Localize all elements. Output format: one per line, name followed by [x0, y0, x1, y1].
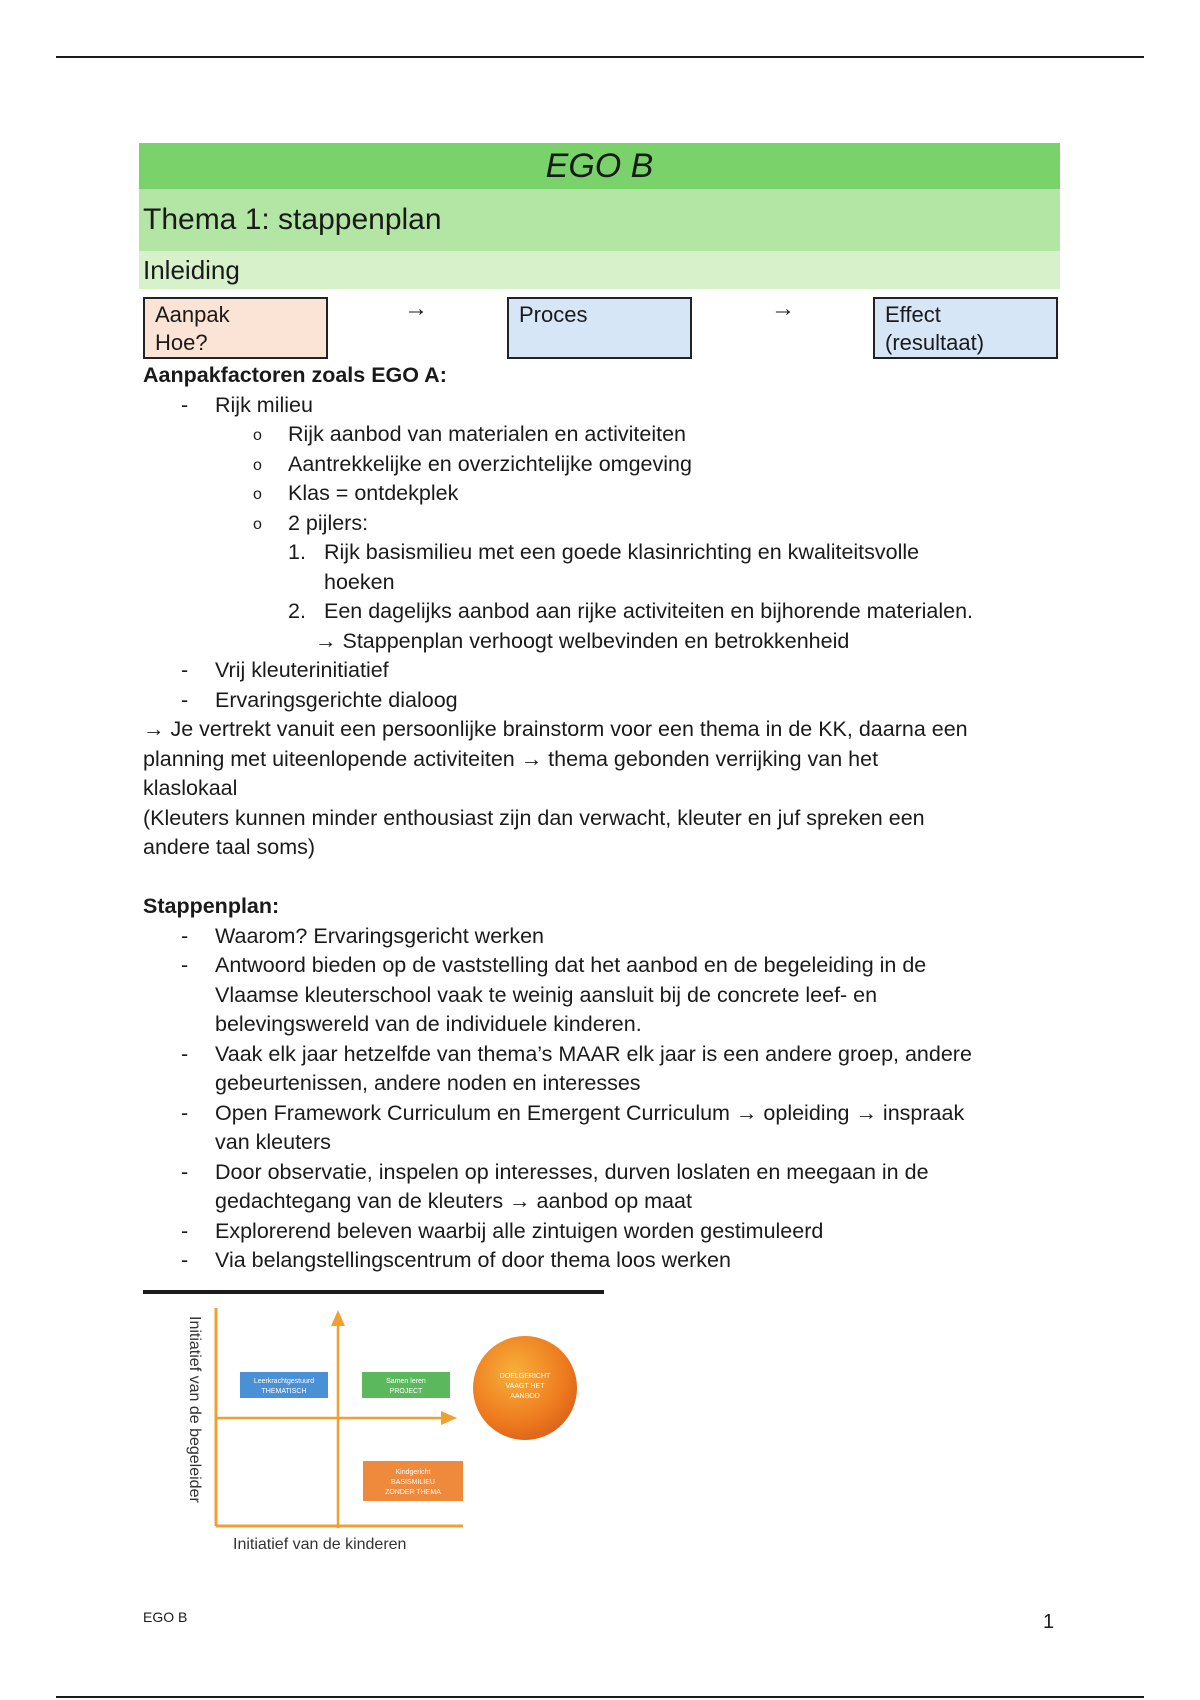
section-heading: Inleiding: [139, 251, 1060, 289]
flow-box-proces: [507, 297, 692, 359]
flow-box-aanpak-line1: Aanpak: [155, 302, 230, 327]
figure-top-rule: [143, 1290, 604, 1294]
dash-bullet: -: [181, 953, 189, 977]
quadrant-box-basismilieu-line3: ZONDER THEMA: [385, 1489, 441, 1496]
flow-box-aanpak-line2: Hoe?: [155, 330, 208, 355]
list-number: 1.: [288, 540, 306, 564]
blank-line: [143, 863, 1043, 893]
list-item-continuation: Vlaamse kleuterschool vaak te weinig aansluit bij de concrete leef- en: [215, 982, 878, 1007]
doelgericht-line2: VAAGT HET: [505, 1383, 545, 1390]
numbered-item: 1. Rijk basismilieu met een goede klasinrichting en kwaliteitsvolle: [143, 538, 1043, 568]
list-item-continuation: gedachtegang van de kleuters → aanbod op maat: [215, 1189, 692, 1213]
quadrant-box-basismilieu-line2: BASISMILIEU: [391, 1479, 435, 1486]
circle-bullet-icon: o: [253, 486, 262, 503]
circle-bullet-icon: o: [253, 456, 262, 474]
paragraph-line: planning met uiteenlopende activiteiten → thema gebonden verrijking van het: [143, 746, 879, 771]
list-item: - Waarom? Ervaringsgericht werken: [143, 922, 1043, 952]
list-item: - Via belangstellingscentrum of door thema loos werken: [143, 1246, 1043, 1276]
dash-bullet: -: [181, 658, 189, 682]
list-item: o Klas = ontdekplek: [143, 479, 1043, 509]
list-item: o Aantrekkelijke en overzichtelijke omgeving: [143, 450, 1043, 480]
top-rule: [56, 56, 1144, 58]
flow-box-effect-line2: (resultaat): [885, 330, 985, 355]
up-arrow-icon: [331, 1310, 345, 1326]
doc-title: EGO B: [139, 143, 1060, 189]
list-item: - Ervaringsgerichte dialoog: [143, 686, 1043, 716]
list-item: - Rijk milieu: [143, 391, 1043, 421]
paragraph-line: → Je vertrekt vanuit een persoonlijke brainstorm voor een thema in de KK, daarna een: [143, 717, 968, 741]
list-item: o Rijk aanbod van materialen en activiteiten: [143, 420, 1043, 450]
quadrant-box-thematisch-line1: Leerkrachtgestuurd: [253, 1378, 315, 1385]
list-item-continuation: van kleuters: [215, 1130, 331, 1154]
paragraph-line: andere taal soms): [143, 835, 316, 859]
quadrant-figure: [143, 1298, 623, 1558]
quadrant-box-project-line1: Samen leren: [386, 1378, 426, 1385]
arrow-right-icon: →: [404, 295, 428, 322]
dash-bullet: -: [181, 1159, 189, 1184]
footer-label: EGO B: [143, 1609, 188, 1625]
arrow-right-icon: →: [771, 295, 795, 322]
dash-bullet: -: [181, 923, 189, 948]
circle-bullet-icon: o: [253, 427, 262, 444]
dash-bullet: -: [181, 687, 189, 712]
doelgericht-line3: AANBOD: [510, 1393, 540, 1400]
pillar-note: → Stappenplan verhoogt welbevinden en betrokkenheid: [315, 628, 850, 653]
list-item: - Vaak elk jaar hetzelfde van thema’s MAAR elk jaar is een andere groep, andere: [143, 1040, 1043, 1070]
right-arrow-icon: [441, 1411, 457, 1425]
list-item: - Vrij kleuterinitiatief: [143, 656, 1043, 686]
numbered-item: 2. Een dagelijks aanbod aan rijke activiteiten en bijhorende materialen.: [143, 597, 1043, 627]
doelgericht-line1: DOELGERICHT: [499, 1373, 551, 1380]
x-axis-label: Initiatief van de kinderen: [233, 1536, 407, 1553]
flow-box-effect: [873, 297, 1058, 359]
flow-box-proces-label: Proces: [519, 302, 588, 327]
list-item-continuation: gebeurtenissen, andere noden en interesses: [215, 1071, 641, 1095]
bottom-rule: [56, 1696, 1144, 1698]
dash-bullet: -: [181, 1218, 189, 1243]
dash-bullet: -: [181, 1041, 189, 1066]
list-number: 2.: [288, 599, 306, 623]
paragraph-line: klaslokaal: [143, 776, 238, 800]
page-number: 1: [1043, 1611, 1055, 1633]
y-axis-label: Initiatief van de begeleider: [186, 1316, 203, 1503]
circle-bullet-icon: o: [253, 515, 262, 533]
flow-box-effect-line1: Effect: [885, 302, 941, 327]
section2-heading: Stappenplan:: [143, 894, 280, 918]
section1-heading: Aanpakfactoren zoals EGO A:: [143, 363, 447, 387]
list-item: - Open Framework Curriculum en Emergent Curriculum → opleiding → inspraak: [143, 1099, 1043, 1129]
flow-box-aanpak: [143, 297, 328, 359]
paragraph-line: (Kleuters kunnen minder enthousiast zijn dan verwacht, kleuter en juf spreken een: [143, 805, 925, 830]
numbered-item-continuation: hoeken: [324, 569, 395, 594]
list-item: - Door observatie, inspelen op interesses, durven loslaten en meegaan in de: [143, 1158, 1043, 1188]
dash-bullet: -: [181, 392, 189, 417]
list-item: - Explorerend beleven waarbij alle zintuigen worden gestimuleerd: [143, 1217, 1043, 1247]
dash-bullet: -: [181, 1100, 189, 1125]
list-item: - Antwoord bieden op de vaststelling dat het aanbod en de begeleiding in de: [143, 951, 1043, 981]
list-item-continuation: belevingswereld van de individuele kinderen.: [215, 1012, 642, 1036]
theme-heading: Thema 1: stappenplan: [139, 189, 1060, 251]
quadrant-box-thematisch-line2: THEMATISCH: [261, 1388, 307, 1395]
dash-bullet: -: [181, 1248, 189, 1272]
document-body: [143, 361, 1043, 1276]
quadrant-box-project-line2: PROJECT: [389, 1388, 423, 1395]
quadrant-box-basismilieu-line1: Kindgericht: [395, 1469, 431, 1476]
list-item: o 2 pijlers:: [143, 509, 1043, 539]
